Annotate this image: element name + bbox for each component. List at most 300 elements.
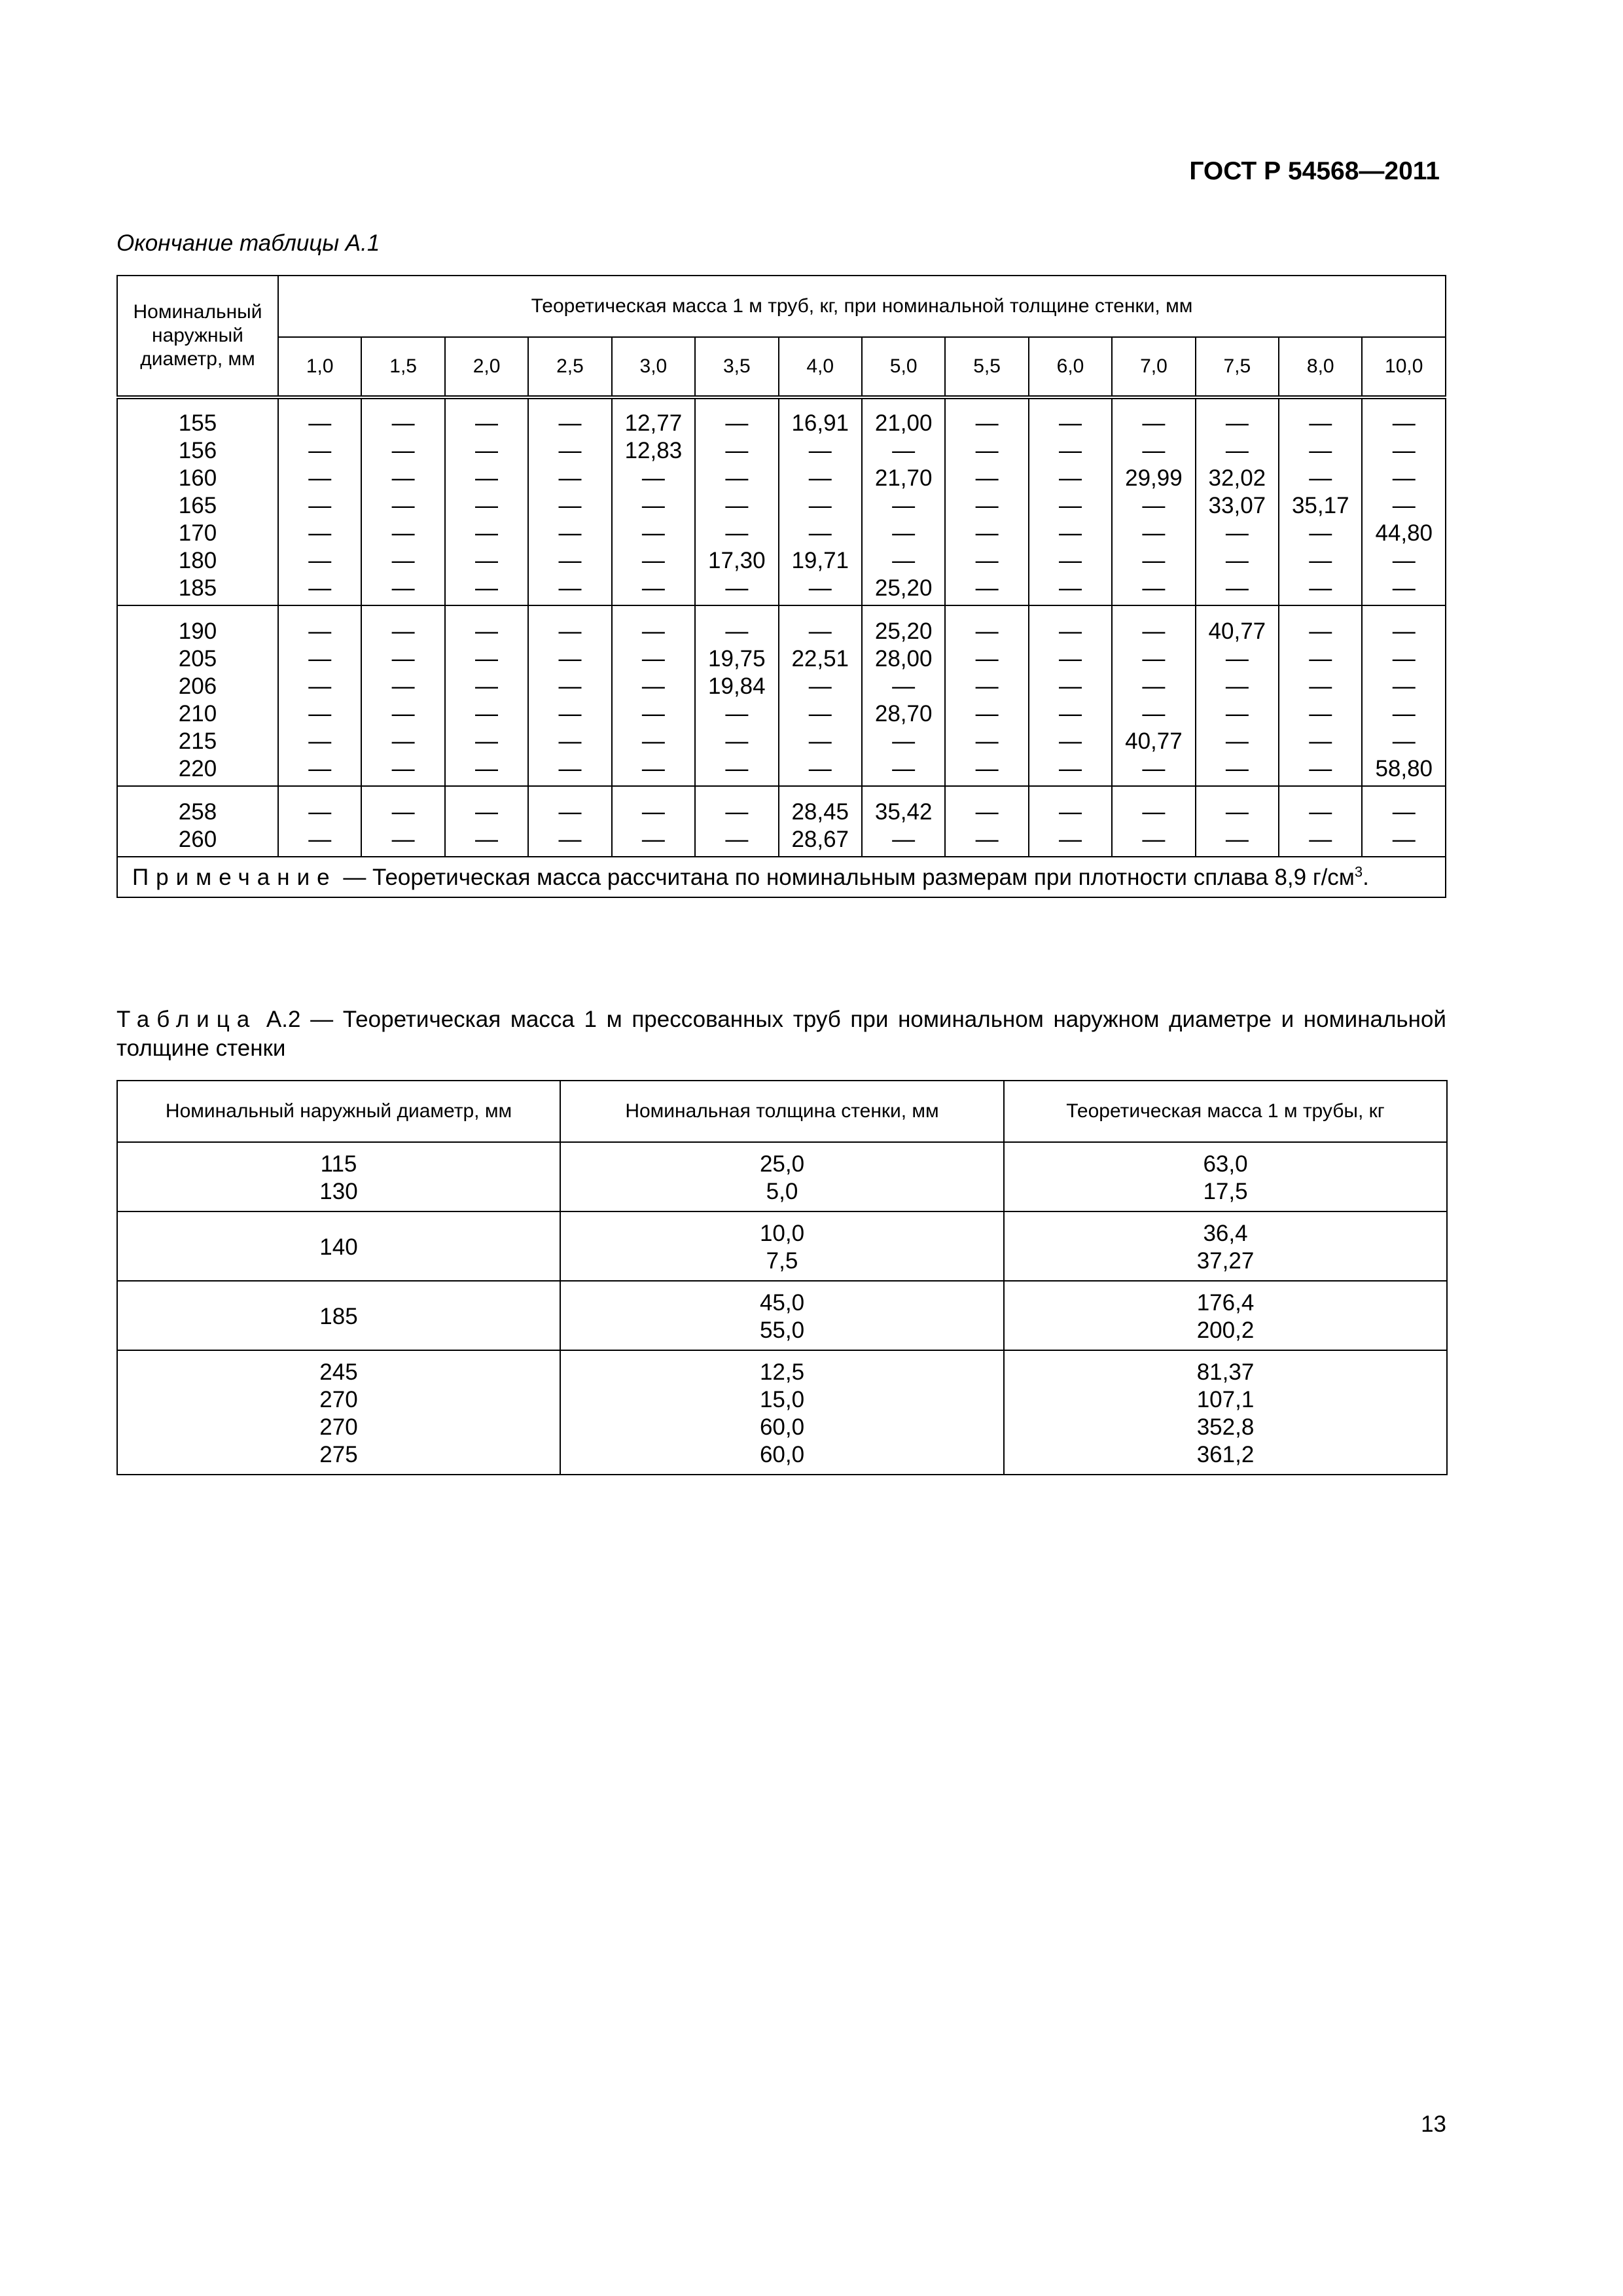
- table2-caption: [116, 1005, 1446, 1063]
- cell-value: 25,20: [874, 619, 933, 644]
- cell-value: —: [1142, 410, 1166, 436]
- cell-value: 7,5: [766, 1248, 798, 1274]
- table1-note: [117, 857, 1446, 897]
- cell-value: 58,80: [1375, 756, 1433, 781]
- cell-value: —: [475, 701, 499, 726]
- cell-value: —: [558, 493, 582, 518]
- mass-cell: [445, 397, 528, 605]
- mass-cell: [278, 605, 361, 786]
- cell-value: —: [558, 438, 582, 463]
- mass-cell: [1004, 1350, 1447, 1475]
- cell-value: 19,71: [791, 548, 849, 573]
- cell-value: —: [1142, 493, 1166, 518]
- cell-value: —: [1392, 673, 1416, 699]
- cell-value: —: [725, 493, 749, 518]
- cell-value: —: [808, 438, 832, 463]
- cell-value: —: [1059, 575, 1082, 601]
- cell-value: —: [1392, 410, 1416, 436]
- cell-value: —: [308, 701, 332, 726]
- cell-value: —: [975, 410, 999, 436]
- cell-value: —: [1142, 520, 1166, 546]
- cell-value: —: [1225, 701, 1249, 726]
- cell-value: —: [975, 646, 999, 672]
- cell-value: —: [558, 520, 582, 546]
- cell-value: —: [1309, 728, 1332, 754]
- cell-value: —: [558, 410, 582, 436]
- cell-value: —: [308, 438, 332, 463]
- table-row-group: [117, 605, 1446, 786]
- cell-value: —: [1309, 756, 1332, 781]
- diameter-cell: [117, 397, 278, 605]
- cell-value: 19,84: [708, 673, 766, 699]
- cell-value: 275: [319, 1442, 358, 1467]
- cell-value: —: [892, 756, 916, 781]
- mass-cell: [695, 786, 778, 857]
- cell-value: —: [391, 410, 415, 436]
- cell-value: —: [1225, 673, 1249, 699]
- mass-cell: [361, 605, 444, 786]
- cell-value: 270: [319, 1414, 358, 1440]
- cell-value: —: [975, 438, 999, 463]
- mass-cell: [1196, 397, 1279, 605]
- mass-cell: [1279, 397, 1362, 605]
- cell-value: —: [391, 701, 415, 726]
- cell-value: —: [1225, 756, 1249, 781]
- cell-value: —: [1059, 827, 1082, 852]
- cell-value: 32,02: [1208, 465, 1266, 491]
- cell-value: 107,1: [1196, 1387, 1255, 1412]
- cell-value: —: [1309, 548, 1332, 573]
- mass-cell: [278, 786, 361, 857]
- cell-value: 21,00: [874, 410, 933, 436]
- cell-value: —: [1309, 673, 1332, 699]
- thickness-cell: [560, 1350, 1004, 1475]
- mass-cell: [1279, 786, 1362, 857]
- cell-value: —: [641, 575, 665, 601]
- cell-value: —: [892, 520, 916, 546]
- mass-cell: [945, 605, 1028, 786]
- cell-value: 22,51: [791, 646, 849, 672]
- cell-value: —: [725, 438, 749, 463]
- thickness-header: 6,0: [1029, 337, 1112, 397]
- cell-value: —: [308, 493, 332, 518]
- note-end: .: [1363, 865, 1369, 890]
- cell-value: —: [892, 728, 916, 754]
- cell-value: 361,2: [1196, 1442, 1255, 1467]
- diameter-cell: [117, 605, 278, 786]
- cell-value: —: [725, 701, 749, 726]
- cell-value: —: [558, 827, 582, 852]
- cell-value: —: [1225, 728, 1249, 754]
- table-row: [117, 1350, 1447, 1475]
- cell-value: 270: [319, 1387, 358, 1412]
- mass-cell: [695, 397, 778, 605]
- cell-value: —: [475, 520, 499, 546]
- cell-value: —: [808, 756, 832, 781]
- thickness-cell: [560, 1142, 1004, 1211]
- cell-value: —: [308, 619, 332, 644]
- mass-cell: [612, 605, 695, 786]
- mass-cell: [1362, 786, 1446, 857]
- cell-value: —: [975, 548, 999, 573]
- cell-value: —: [975, 520, 999, 546]
- cell-value: —: [641, 756, 665, 781]
- cell-value: 185: [319, 1304, 358, 1329]
- mass-header: Теоретическая масса 1 м труб, кг, при номинальной толщине стенки, мм: [278, 276, 1446, 337]
- thickness-cell: [560, 1211, 1004, 1281]
- mass-cell: [695, 605, 778, 786]
- mass-cell: [528, 786, 611, 857]
- diameter-header: [117, 276, 278, 397]
- mass-cell: [278, 397, 361, 605]
- cell-value: 45,0: [759, 1290, 805, 1316]
- cell-value: —: [641, 827, 665, 852]
- note-superscript: 3: [1354, 863, 1363, 880]
- cell-value: 35,42: [874, 799, 933, 825]
- cell-value: 130: [319, 1179, 358, 1204]
- cell-value: —: [475, 438, 499, 463]
- diameter-cell: [117, 1211, 560, 1281]
- mass-cell: [1112, 605, 1195, 786]
- cell-value: 28,45: [791, 799, 849, 825]
- table-row: [117, 1281, 1447, 1350]
- cell-value: —: [1142, 799, 1166, 825]
- cell-value: 33,07: [1208, 493, 1266, 518]
- cell-value: —: [475, 619, 499, 644]
- note-label: Примечание: [132, 865, 337, 890]
- cell-value: —: [1309, 701, 1332, 726]
- table-a1: [116, 275, 1446, 898]
- cell-value: —: [808, 701, 832, 726]
- thickness-header: 2,0: [445, 337, 528, 397]
- cell-value: —: [808, 619, 832, 644]
- cell-value: —: [641, 493, 665, 518]
- cell-value: —: [808, 520, 832, 546]
- cell-value: —: [1059, 673, 1082, 699]
- standard-number: ГОСТ Р 54568—2011: [1189, 157, 1440, 185]
- cell-value: —: [641, 799, 665, 825]
- cell-value: —: [558, 756, 582, 781]
- cell-value: —: [975, 827, 999, 852]
- cell-value: 40,77: [1125, 728, 1183, 754]
- cell-value: —: [1392, 646, 1416, 672]
- cell-value: —: [391, 438, 415, 463]
- cell-value: —: [1142, 673, 1166, 699]
- mass-cell: [1004, 1142, 1447, 1211]
- cell-value: —: [1392, 493, 1416, 518]
- mass-cell: [612, 786, 695, 857]
- cell-value: —: [1309, 465, 1332, 491]
- cell-value: —: [1392, 465, 1416, 491]
- cell-value: 35,17: [1291, 493, 1349, 518]
- cell-value: 29,99: [1125, 465, 1183, 491]
- cell-value: —: [1059, 646, 1082, 672]
- cell-value: —: [975, 673, 999, 699]
- thickness-header: 2,5: [528, 337, 611, 397]
- cell-value: 40,77: [1208, 619, 1266, 644]
- cell-value: —: [725, 756, 749, 781]
- cell-value: 21,70: [874, 465, 933, 491]
- cell-value: 200,2: [1196, 1318, 1255, 1343]
- mass-cell: [1196, 786, 1279, 857]
- cell-value: —: [391, 646, 415, 672]
- thickness-header: 1,0: [278, 337, 361, 397]
- cell-value: —: [808, 728, 832, 754]
- cell-value: —: [558, 701, 582, 726]
- diameter-header-line: наружный: [152, 325, 243, 346]
- cell-value: —: [1142, 619, 1166, 644]
- cell-value: —: [1142, 575, 1166, 601]
- cell-value: —: [892, 438, 916, 463]
- cell-value: —: [975, 465, 999, 491]
- cell-value: —: [1392, 728, 1416, 754]
- mass-cell: [1004, 1281, 1447, 1350]
- cell-value: 215: [178, 728, 217, 754]
- cell-value: —: [1142, 701, 1166, 726]
- mass-cell: [445, 605, 528, 786]
- mass-cell: [612, 397, 695, 605]
- cell-value: 115: [320, 1151, 357, 1177]
- cell-value: —: [892, 493, 916, 518]
- cell-value: —: [725, 410, 749, 436]
- cell-value: 28,67: [791, 827, 849, 852]
- cell-value: —: [1225, 646, 1249, 672]
- cell-value: 81,37: [1196, 1359, 1255, 1385]
- mass-cell: [945, 786, 1028, 857]
- cell-value: 19,75: [708, 646, 766, 672]
- cell-value: —: [1142, 827, 1166, 852]
- cell-value: —: [808, 673, 832, 699]
- cell-value: —: [725, 728, 749, 754]
- thickness-header: 7,5: [1196, 337, 1279, 397]
- mass-cell: [1112, 397, 1195, 605]
- cell-value: —: [1225, 410, 1249, 436]
- table-a2: [116, 1080, 1448, 1475]
- cell-value: —: [1309, 827, 1332, 852]
- cell-value: —: [1392, 575, 1416, 601]
- cell-value: 55,0: [759, 1318, 805, 1343]
- cell-value: —: [1059, 438, 1082, 463]
- cell-value: 60,0: [759, 1442, 805, 1467]
- diameter-cell: [117, 1142, 560, 1211]
- cell-value: 28,70: [874, 701, 933, 726]
- cell-value: —: [1309, 799, 1332, 825]
- cell-value: —: [475, 799, 499, 825]
- mass-cell: [1029, 786, 1112, 857]
- thickness-cell: [560, 1281, 1004, 1350]
- cell-value: —: [1225, 799, 1249, 825]
- mass-cell: [1112, 786, 1195, 857]
- table2-caption-text: А.2 — Теоретическая масса 1 м прессованных труб при номинальном наружном диаметре и номинальной толщине стенки: [116, 1007, 1446, 1061]
- cell-value: —: [1059, 701, 1082, 726]
- cell-value: 28,00: [874, 646, 933, 672]
- cell-value: —: [1059, 520, 1082, 546]
- cell-value: 170: [178, 520, 217, 546]
- cell-value: —: [391, 548, 415, 573]
- table2-caption-label: Таблица: [116, 1007, 257, 1032]
- thickness-header: 4,0: [779, 337, 862, 397]
- cell-value: —: [1059, 756, 1082, 781]
- cell-value: —: [308, 646, 332, 672]
- diameter-header-line: диаметр, мм: [140, 348, 255, 370]
- cell-value: —: [1059, 799, 1082, 825]
- thickness-header-row: [117, 337, 1446, 397]
- cell-value: —: [975, 701, 999, 726]
- table1-caption: Окончание таблицы А.1: [116, 230, 380, 256]
- mass-cell: [1362, 397, 1446, 605]
- cell-value: —: [1059, 619, 1082, 644]
- cell-value: 210: [178, 701, 217, 726]
- cell-value: 25,0: [759, 1151, 805, 1177]
- cell-value: 260: [178, 827, 217, 852]
- cell-value: 185: [178, 575, 217, 601]
- cell-value: 160: [178, 465, 217, 491]
- cell-value: —: [558, 548, 582, 573]
- note-text: — Теоретическая масса рассчитана по номинальным размерам при плотности сплава 8,9 г/см: [336, 865, 1355, 890]
- thickness-header: 7,0: [1112, 337, 1195, 397]
- cell-value: —: [1392, 799, 1416, 825]
- mass-cell: [862, 605, 945, 786]
- thickness-header: 3,5: [695, 337, 778, 397]
- mass-cell: [1362, 605, 1446, 786]
- cell-value: —: [1309, 438, 1332, 463]
- cell-value: —: [1059, 410, 1082, 436]
- t2-header-thickness: Номинальная толщина стенки, мм: [560, 1081, 1004, 1142]
- cell-value: —: [308, 520, 332, 546]
- table-row: [117, 1142, 1447, 1211]
- thickness-header: 3,0: [612, 337, 695, 397]
- cell-value: —: [475, 673, 499, 699]
- cell-value: 176,4: [1196, 1290, 1255, 1316]
- cell-value: —: [475, 548, 499, 573]
- mass-cell: [361, 397, 444, 605]
- cell-value: 205: [178, 646, 217, 672]
- cell-value: —: [558, 799, 582, 825]
- mass-cell: [445, 786, 528, 857]
- cell-value: —: [391, 619, 415, 644]
- cell-value: —: [391, 575, 415, 601]
- cell-value: —: [892, 827, 916, 852]
- cell-value: —: [641, 520, 665, 546]
- cell-value: —: [1059, 465, 1082, 491]
- mass-cell: [528, 605, 611, 786]
- cell-value: —: [725, 465, 749, 491]
- cell-value: —: [308, 548, 332, 573]
- cell-value: —: [475, 575, 499, 601]
- cell-value: —: [1309, 646, 1332, 672]
- cell-value: —: [308, 575, 332, 601]
- cell-value: —: [558, 728, 582, 754]
- cell-value: —: [1225, 575, 1249, 601]
- thickness-header: 1,5: [361, 337, 444, 397]
- thickness-header: 10,0: [1362, 337, 1446, 397]
- cell-value: 25,20: [874, 575, 933, 601]
- cell-value: —: [641, 673, 665, 699]
- cell-value: —: [725, 827, 749, 852]
- cell-value: 17,5: [1203, 1179, 1248, 1204]
- cell-value: 180: [178, 548, 217, 573]
- cell-value: —: [1392, 548, 1416, 573]
- diameter-cell: [117, 1281, 560, 1350]
- cell-value: —: [975, 728, 999, 754]
- cell-value: —: [1392, 619, 1416, 644]
- cell-value: —: [975, 493, 999, 518]
- mass-cell: [1279, 605, 1362, 786]
- table-row-group: [117, 786, 1446, 857]
- cell-value: 155: [178, 410, 217, 436]
- cell-value: —: [475, 827, 499, 852]
- cell-value: —: [391, 465, 415, 491]
- cell-value: —: [558, 646, 582, 672]
- cell-value: —: [308, 827, 332, 852]
- t2-header-mass: Теоретическая масса 1 м трубы, кг: [1004, 1081, 1447, 1142]
- cell-value: —: [308, 673, 332, 699]
- cell-value: —: [475, 410, 499, 436]
- cell-value: —: [558, 619, 582, 644]
- cell-value: 190: [178, 619, 217, 644]
- cell-value: —: [975, 575, 999, 601]
- cell-value: —: [808, 575, 832, 601]
- cell-value: —: [1309, 619, 1332, 644]
- t2-header-diameter: Номинальный наружный диаметр, мм: [117, 1081, 560, 1142]
- cell-value: —: [308, 728, 332, 754]
- cell-value: 36,4: [1203, 1221, 1248, 1246]
- cell-value: —: [641, 548, 665, 573]
- cell-value: —: [808, 493, 832, 518]
- cell-value: —: [892, 673, 916, 699]
- cell-value: —: [1059, 493, 1082, 518]
- mass-cell: [779, 786, 862, 857]
- cell-value: —: [391, 827, 415, 852]
- cell-value: —: [892, 548, 916, 573]
- thickness-header: 5,0: [862, 337, 945, 397]
- cell-value: —: [641, 619, 665, 644]
- cell-value: —: [641, 701, 665, 726]
- cell-value: —: [1309, 520, 1332, 546]
- cell-value: 44,80: [1375, 520, 1433, 546]
- cell-value: —: [558, 673, 582, 699]
- cell-value: —: [308, 465, 332, 491]
- cell-value: —: [1392, 827, 1416, 852]
- cell-value: —: [1142, 646, 1166, 672]
- cell-value: —: [1225, 827, 1249, 852]
- cell-value: —: [975, 619, 999, 644]
- cell-value: 352,8: [1196, 1414, 1255, 1440]
- cell-value: —: [391, 673, 415, 699]
- mass-cell: [945, 397, 1028, 605]
- cell-value: —: [475, 756, 499, 781]
- cell-value: 165: [178, 493, 217, 518]
- cell-value: —: [391, 756, 415, 781]
- cell-value: 140: [319, 1234, 358, 1260]
- mass-cell: [361, 786, 444, 857]
- cell-value: 156: [178, 438, 217, 463]
- cell-value: —: [641, 728, 665, 754]
- cell-value: —: [725, 575, 749, 601]
- cell-value: 5,0: [766, 1179, 798, 1204]
- cell-value: —: [1225, 548, 1249, 573]
- mass-cell: [779, 605, 862, 786]
- diameter-cell: [117, 1350, 560, 1475]
- cell-value: 15,0: [759, 1387, 805, 1412]
- cell-value: —: [391, 493, 415, 518]
- cell-value: —: [391, 520, 415, 546]
- table-row-group: [117, 397, 1446, 605]
- diameter-header-line: Номинальный: [133, 301, 262, 323]
- cell-value: 12,77: [624, 410, 683, 436]
- cell-value: 16,91: [791, 410, 849, 436]
- cell-value: 258: [178, 799, 217, 825]
